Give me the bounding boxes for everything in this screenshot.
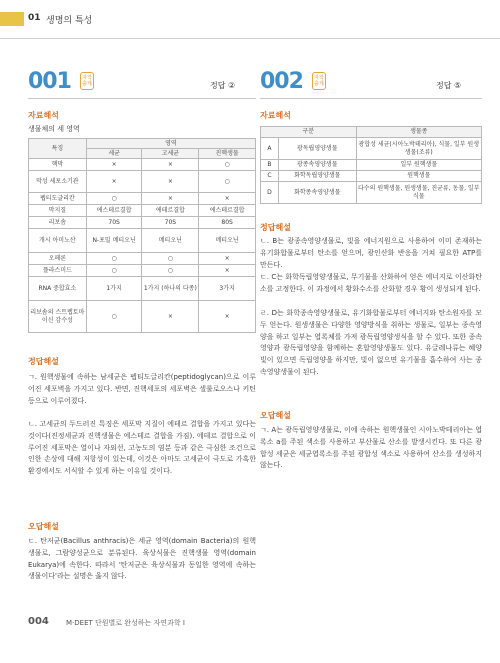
q2-section-title: 자료해석 bbox=[260, 111, 291, 120]
domain-table bbox=[28, 138, 256, 333]
header-divider bbox=[0, 38, 500, 39]
table-row: 펩티도글리칸 ○ × × bbox=[29, 193, 256, 205]
table-row: 막성 세포소기관 × × ○ bbox=[29, 171, 256, 193]
q1-badge: 자작 출제 bbox=[80, 72, 94, 90]
table-row: 플라스미드 ○ ○ × bbox=[29, 265, 256, 277]
q2-wrong-1: ㄱ. A는 광독립영양생물로, 이에 속하는 원핵생물인 시아노박테리아는 엽록소 a를 주된 색소를 사용하고 부산물로 산소를 발생시킨다. 또 다른 광합성 세균은 세균엽록소를 주된 광합성 색소로 사용하여 산소를 생성하지 않는다. bbox=[260, 426, 482, 470]
category-header: 구분 bbox=[261, 127, 357, 138]
table-row: RNA 중합효소 1가지 1가지 (하나의 다종) 3가지 bbox=[29, 277, 256, 301]
q2-header bbox=[260, 69, 324, 97]
chapter-color-bar bbox=[0, 12, 24, 26]
domain-header: 영역 bbox=[86, 139, 255, 149]
column-header: 세균 bbox=[86, 149, 142, 159]
table-row: 리보솜 70S 70S 80S bbox=[29, 217, 256, 229]
q1-subtitle: 생물체의 세 영역 bbox=[28, 125, 80, 133]
q2-explain-1: ㄴ. B는 광종속영양생물로, 빛을 에너지원으로 사용하여 이미 존재하는 유기화합물로부터 탄소를 얻으며, 광인산화 반응을 거쳐 필요한 ATP를 만든다. bbox=[260, 237, 482, 269]
table-row: C 화학독립영양생물 원핵생물 bbox=[261, 171, 482, 182]
q1-header bbox=[28, 69, 92, 97]
chapter-header bbox=[0, 12, 500, 26]
q1-explain-2: ㄴ. 고세균의 두드러진 특징은 세포막 지질이 에테르 결합을 가지고 있다는 것이다(진정세균과 진핵생물은 에스테르 결합을 가짐). 에테르 결합으로 이루어진 세포막은 열이나 자외선, 고농도의 염분 등과 같은 극심한 조건으로 인한 손상에 대해 저항성이 있는데, 이것은 아마도 고세균이 극도로 가혹한 환경에서도 서식할 수 있게 하는 이유일 것이다. bbox=[28, 420, 256, 476]
q1-explain-1: ㄱ. 원핵생물에 속하는 남세균은 펩티도글리칸(peptidoglycan)으로 이루어진 세포벽을 가지고 있다. 반면, 진핵세포의 세포벽은 셀룰로오스나 키틴 등으로 이루어졌다. bbox=[28, 373, 256, 405]
table-row: 핵막 × × ○ bbox=[29, 159, 256, 171]
q2-explain-3: ㄹ. D는 화학종속영양생물로, 유기화합물로부터 에너지와 탄소원자를 모두 얻는다. 원생생물은 다양한 영양방식을 취하는 생물로, 일부는 종속영양을 하고 일부는 엽록체를 가져 광독립영양생식을 할 수 있다. 또한 종속영양과 광독립영양을 함께하는 혼합영양생물도 있다. 유글레나류는 혜양빛이 있으면 독립영양을 하지만, 빛이 없으면 유기물을 흡수하여 사는 종속영양생물이 된다. bbox=[260, 309, 482, 376]
table-row: A 광독립영양생물 광합성 세균(시아노박테리아), 식물, 일부 원생생물(조류) bbox=[261, 138, 482, 160]
table-row: 막지질 에스테르결합 에테르결합 에스테르결합 bbox=[29, 205, 256, 217]
q2-explain-title: 정답해설 bbox=[260, 223, 291, 232]
q2-badge: 자작 출제 bbox=[312, 72, 326, 90]
nutrition-table bbox=[260, 126, 482, 204]
page-number: 004 bbox=[28, 616, 49, 627]
q1-number: 001 bbox=[28, 69, 71, 94]
q2-explain-2: ㄷ. C는 화학독립영양생물로, 무기물을 산화하여 얻은 에너지로 이산화탄소를 고정한다. 이 과정에서 황화수소를 산화할 경우 황이 생성되게 된다. bbox=[260, 273, 482, 293]
q2-answer: 정답 ⑤ bbox=[436, 81, 462, 90]
q1-wrong-1: ㄷ. 탄저균(Bacillus anthracis)은 세균 영역(domain Bacteria)의 원핵생물로, 그람양성균으로 분류된다. 육상식물은 진핵생물 영역(domain Eukarya)에 속한다. 따라서 '탄저균은 육상식물과 동일한 영역에 속하는 생물이다'라는 설명은 옳지 않다. bbox=[28, 537, 256, 581]
chapter-title: 생명의 특성 bbox=[46, 16, 93, 26]
q1-wrong-title: 오답해설 bbox=[28, 522, 59, 531]
table-row: 리보솜의 스트렙토마이신 감수성 ○ × × bbox=[29, 301, 256, 333]
q2-divider bbox=[260, 98, 482, 99]
species-header: 생물종 bbox=[356, 127, 481, 138]
table-row: 오페론 ○ ○ × bbox=[29, 253, 256, 265]
q2-number: 002 bbox=[260, 69, 303, 94]
chapter-number: 01 bbox=[28, 13, 41, 23]
q1-divider bbox=[28, 98, 256, 99]
column-header: 고세균 bbox=[142, 149, 199, 159]
q1-section-title: 자료해석 bbox=[28, 111, 59, 120]
q1-answer: 정답 ② bbox=[210, 81, 236, 90]
q1-explain-title: 정답해설 bbox=[28, 357, 59, 366]
table-row: D 화학종속영양생물 다수의 원핵생물, 원생생물, 진균류, 동물, 일부 식물 bbox=[261, 182, 482, 204]
table-row: 개시 아미노산 N-포밀 메티오닌 메티오닌 메티오닌 bbox=[29, 229, 256, 253]
page-footer bbox=[0, 614, 500, 630]
column-header: 진핵생물 bbox=[199, 149, 256, 159]
footer-text: M·DEET 단원별로 완성하는 자연과학 Ⅰ bbox=[66, 619, 185, 627]
table-row: B 광종속영양생물 일부 원핵생물 bbox=[261, 160, 482, 171]
q2-wrong-title: 오답해설 bbox=[260, 411, 291, 420]
feature-header: 특징 bbox=[29, 139, 87, 159]
